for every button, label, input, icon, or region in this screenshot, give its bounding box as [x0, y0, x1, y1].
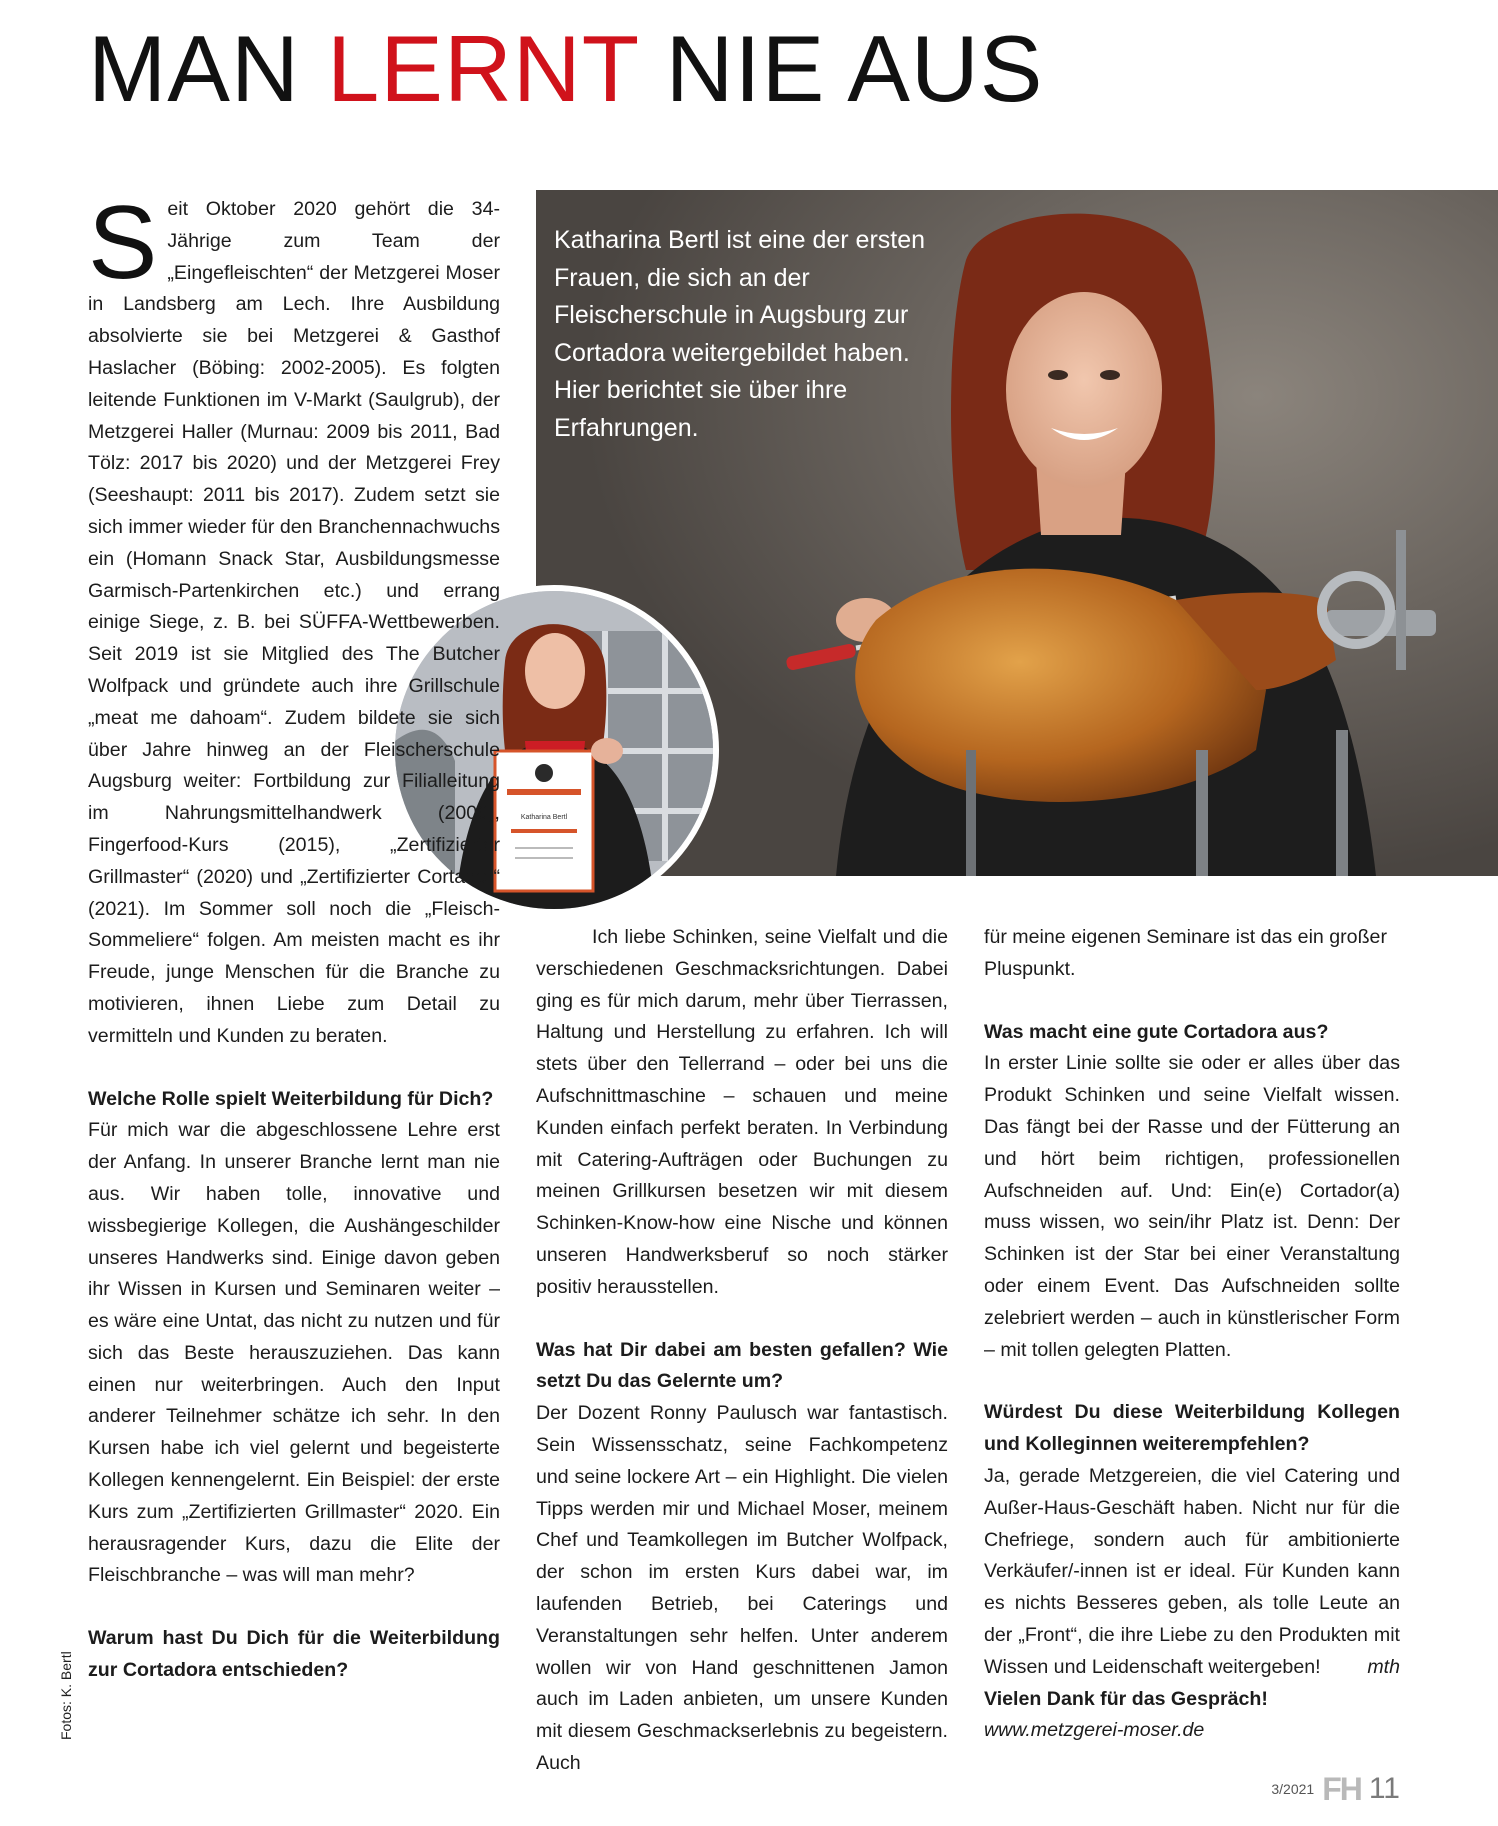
answer-2: Ich liebe Schinken, seine Vielfalt und die verschiedenen Geschmacksrichtungen. Dabei ging es für mich darum, mehr über Tierrassen, Haltung und Herstellung zu erfahren. Ich will stets über den Tellerrand – oder bei uns die Aufschnittmaschine – schauen und meine Kunden einfach perfekt beraten. In Verbindung mit Catering-Aufträgen oder Buchungen zu meinen Grillkursen besetzen wir mit diesem Schinken-Know-how eine Nische und können unseren Handwerksberuf so noch stärker positiv herausstellen.: [536, 926, 948, 1298]
column-1: [88, 185, 500, 1687]
page-number: 11: [1368, 1772, 1400, 1805]
author-signature: mth: [1367, 1655, 1400, 1678]
answer-5: [984, 1461, 1400, 1684]
intro-text: eit Oktober 2020 gehört die 34-Jährige zum Team der „Eingefleischten“ der Metzgerei Moser in Landsberg am Lech. Ihre Ausbildung absolvierte sie bei Metzgerei & Gasthof Haslacher (Böbing: 2002-2005). Es folgten leitende Funktionen im V-Markt (Saulgrub), der Metzgerei Haller (Murnau: 2009 bis 2011, Bad Tölz: 2017 bis 2020) und der Metzgerei Frey (Seeshaupt: 2011 bis 2017). Zudem setzt sie sich immer wieder für den Branchennachwuchs ein (Homann Snack Star, Ausbildungsmesse Garmisch-Partenkirchen etc.) und errang einige Siege, z. B. bei SÜFFA-Wettbewerben. Seit 2019 ist sie Mitglied des The Butcher Wolfpack und gründete auch ihre Grillschule „meat me dahoam“. Zudem bildete sie sich über Jahre hinweg an der Fleischerschule Augsburg weiter: Fortbildung zur Filialleitung im Nahrungsmittelhandwerk (2006), Fingerfood-Kurs (2015), „Zertifizierter Grillmaster“ (2020) und „Zertifizierter Cortador“ (2021). Im Sommer soll noch die „Fleisch-Sommeliere“ folgen. Am meisten macht es ihr Freude, junge Menschen für die Branche zu motivieren, ihnen Liebe zum Detail zu vermitteln und Kunden zu beraten.: [88, 198, 500, 1047]
issue-number: 3/2021: [1271, 1781, 1315, 1797]
answer-1: Für mich war die abgeschlossene Lehre erst der Anfang. In unserer Branche lernt man nie aus. Wir haben tolle, innovative und wissbegierige Kollegen, die Aushängeschilder unseres Handwerks sind. Einige davon geben ihr Wissen in Kursen und Seminaren weiter – es wäre eine Untat, das nicht zu nutzen und für sich das Beste herauszuziehen. Das kann einen nur weiterbringen. Auch den Input anderer Teilnehmer schätze ich sehr. In den Kursen habe ich viel gelernt und begeisterte Kollegen kennengelernt. Ein Beispiel: der erste Kurs zum „Zertifizierten Grillmaster“ 2020. Ein herausragender Kurs, dazu die Elite der Fleischbranche – was will man mehr?: [88, 1119, 500, 1587]
answer-4: In erster Linie sollte sie oder er alles über das Produkt Schinken und seine Vielfalt wissen. Das fängt bei der Rasse und der Fütterung an und hört beim richtigen, professionellen Aufschneiden auf. Und: Ein(e) Cortador(a) muss wissen, wo sein/ihr Platz ist. Denn: Der Schinken ist der Star bei einer Veranstaltung oder einem Event. Das Aufschneiden sollte zelebriert werden – auch in künstlerischer Form – mit tollen gelegten Platten.: [984, 1052, 1400, 1361]
column-2: [536, 922, 948, 1780]
page-footer: [1271, 1772, 1400, 1806]
headline-part-3: NIE AUS: [638, 16, 1044, 121]
question-3: Was hat Dir dabei am besten gefallen? Wie setzt Du das Gelernte um?: [536, 1338, 948, 1393]
headline-part-1: MAN: [88, 16, 327, 121]
answer-3-continued: für meine eigenen Seminare ist das ein großer Pluspunkt.: [984, 926, 1387, 980]
photo-credit: Fotos: K. Bertl: [58, 1651, 74, 1740]
website-link[interactable]: www.metzgerei-moser.de: [984, 1719, 1205, 1742]
question-5: Würdest Du diese Weiterbildung Kollegen und Kolleginnen weiterempfehlen?: [984, 1401, 1400, 1456]
certificate-name: Katharina Bertl: [520, 814, 568, 821]
drop-cap: S: [88, 185, 158, 301]
answer-3: Der Dozent Ronny Paulusch war fantastisch. Sein Wissensschatz, seine Fachkompetenz und seine lockere Art – ein Highlight. Die vielen Tipps werden mir und Michael Moser, meinem Chef und Teamkollegen im Butcher Wolfpack, der schon im ersten Kurs dabei war, im laufenden Betrieb, bei Caterings und Veranstaltungen sehr helfen. Unter anderem wollen wir von Hand geschnittenen Jamon auch im Laden anbieten, um unsere Kunden mit diesem Geschmackserlebnis zu begeistern. Auch: [536, 1402, 948, 1774]
answer-5-text: Ja, gerade Metzgereien, die viel Catering und Außer-Haus-Geschäft haben. Nicht nur für die Chefriege, sondern auch für ambitionierte Verkäufer/-innen ist er ideal. Für Kunden kann es nichts Besseres geben, als tolle Leute an der „Front“, die ihre Liebe zu den Produkten mit Wissen und Leidenschaft weitergeben!: [984, 1464, 1400, 1678]
column-3: [984, 922, 1400, 1747]
question-2: Warum hast Du Dich für die Weiterbildung zur Cortadora entschieden?: [88, 1627, 500, 1682]
headline-highlight: LERNT: [327, 16, 639, 121]
thanks-line: Vielen Dank für das Gespräch!: [984, 1687, 1268, 1710]
photo-caption: Katharina Bertl ist eine der ersten Frauen, die sich an der Fleischerschule in Augsburg zur Cortadora weitergebildet haben. Hier berichtet sie über ihre Erfahrungen.: [554, 226, 926, 442]
question-1: Welche Rolle spielt Weiterbildung für Dich?: [88, 1087, 494, 1110]
intro-paragraph: [88, 185, 500, 1053]
magazine-logo: FH: [1322, 1770, 1361, 1807]
question-4: Was macht eine gute Cortadora aus?: [984, 1020, 1329, 1043]
headline: [88, 16, 1044, 121]
